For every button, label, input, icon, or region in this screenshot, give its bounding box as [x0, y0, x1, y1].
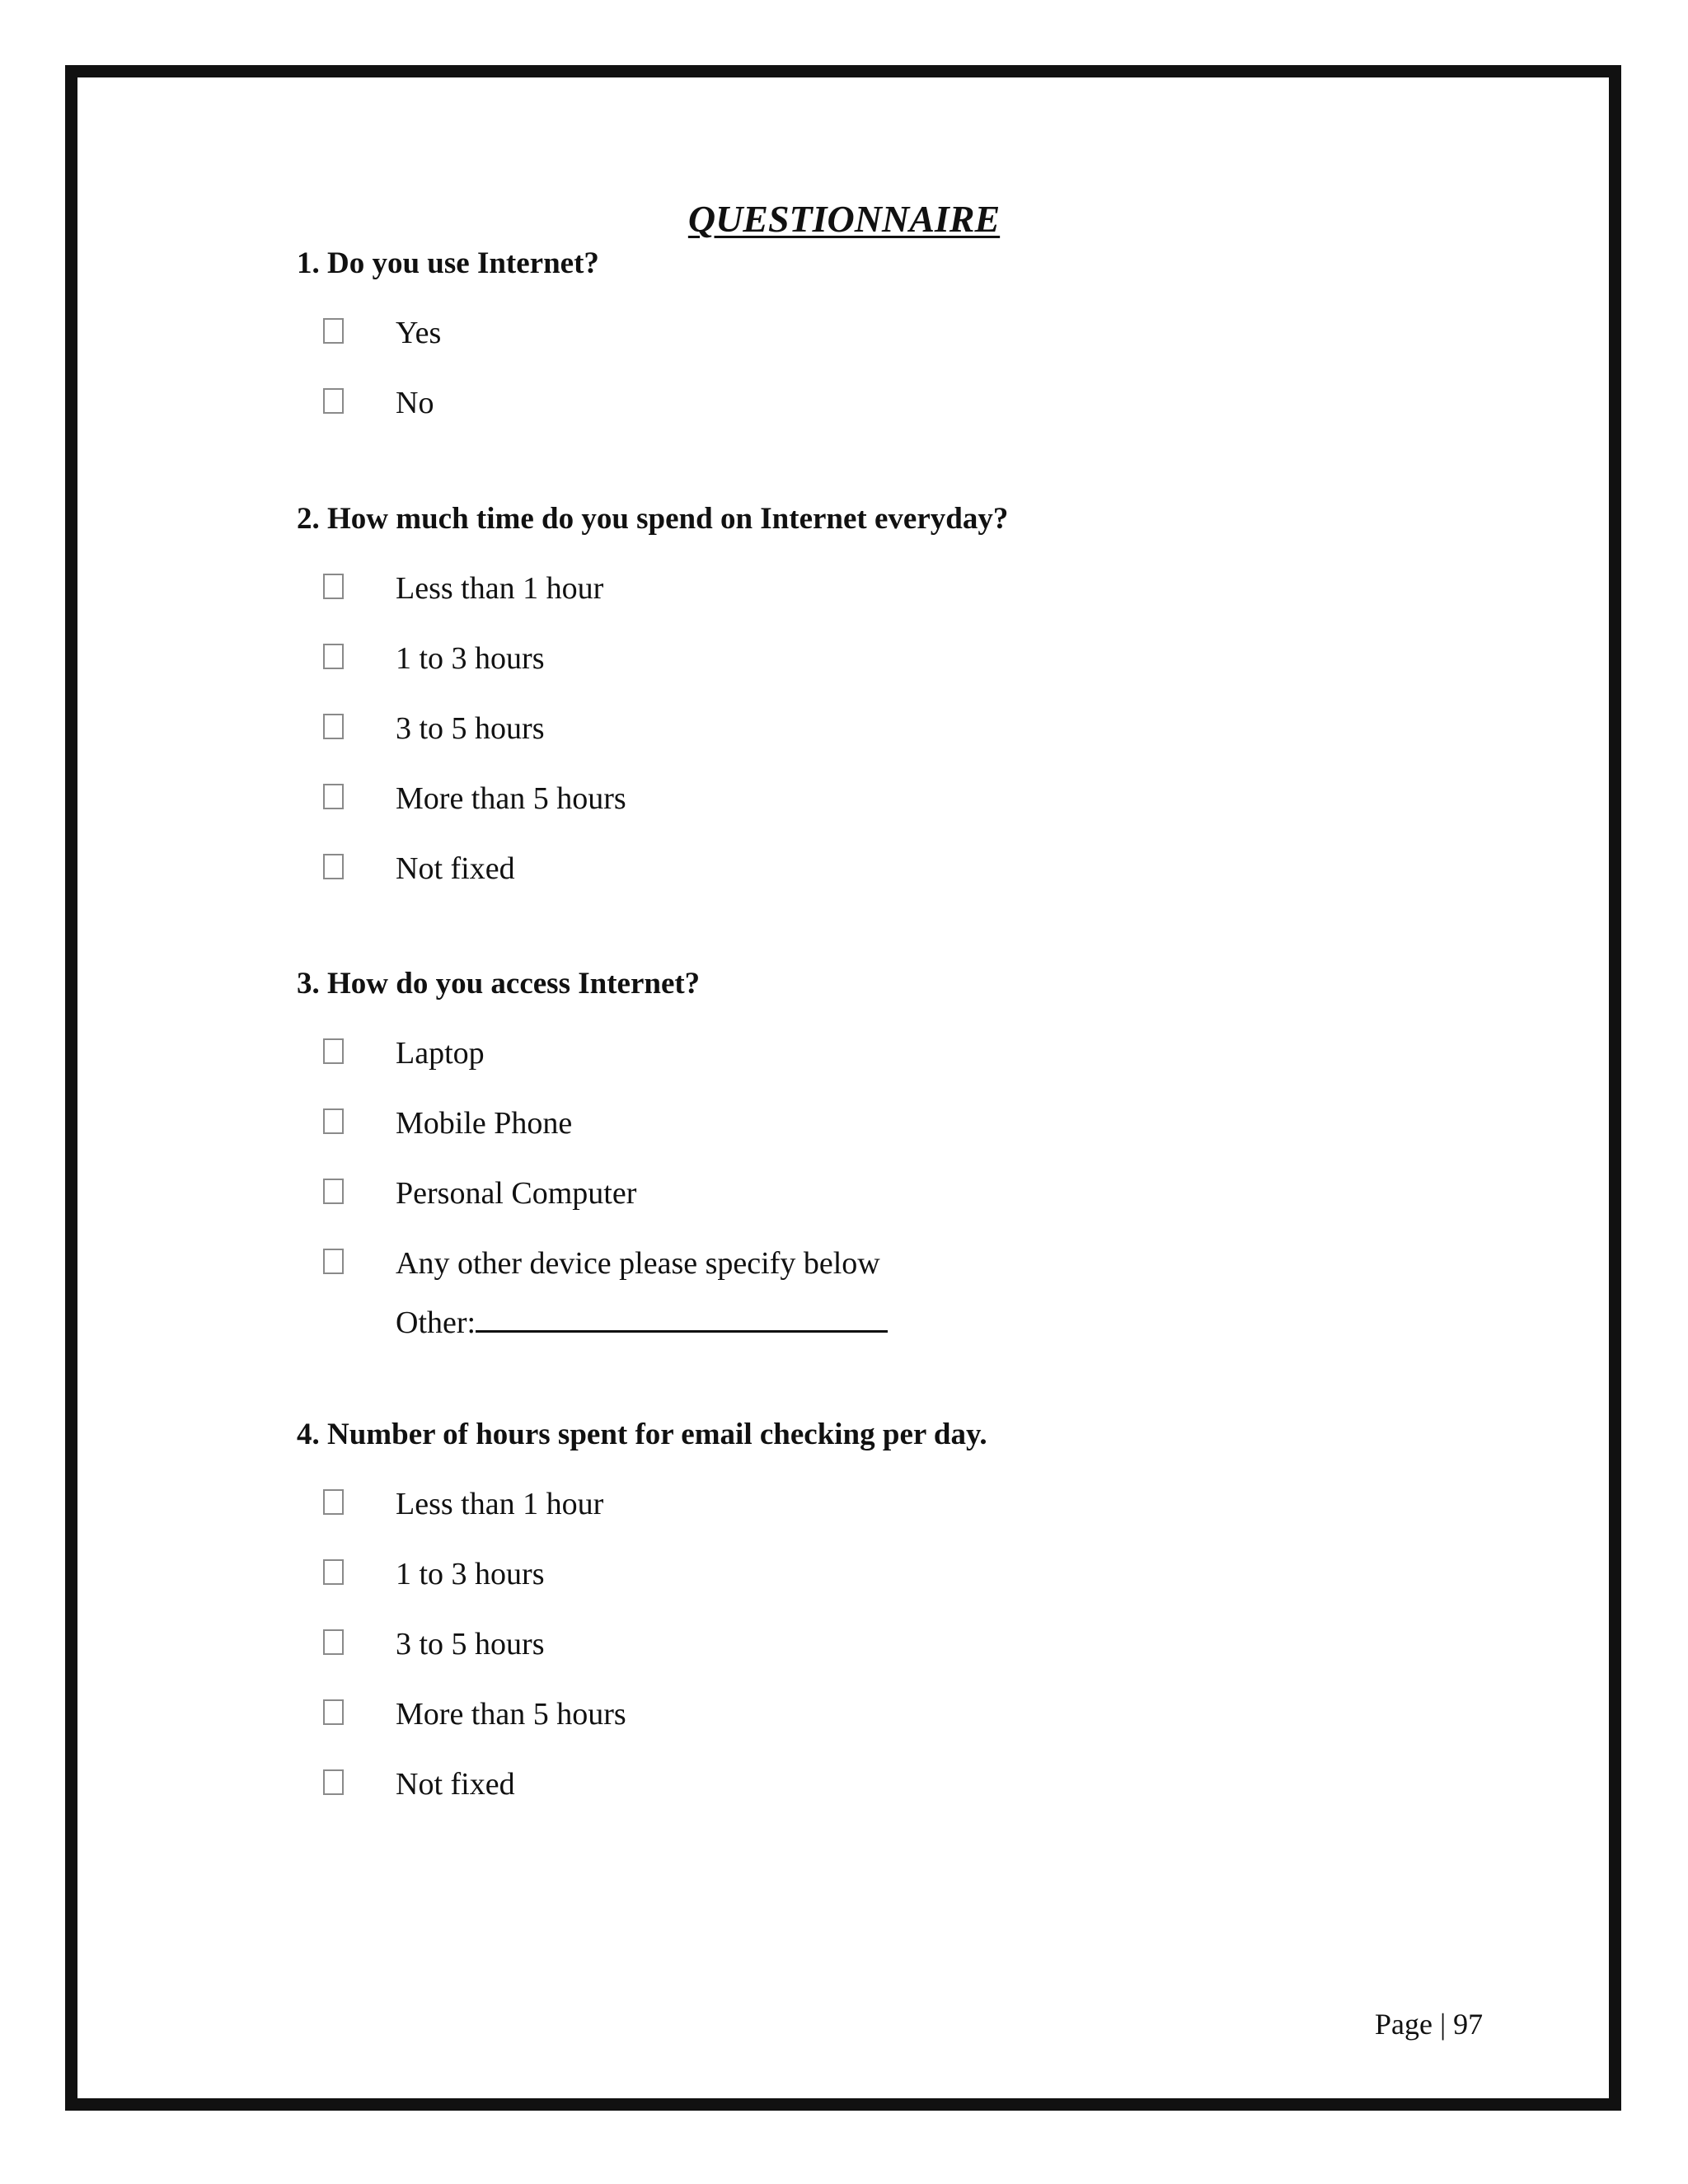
option-q2-not-fixed[interactable] [0, 849, 1154, 890]
checkbox[interactable] [323, 1629, 344, 1655]
option-q4-less-than-1-hour[interactable] [0, 1484, 1154, 1526]
option-q2-3-to-5-hours[interactable] [0, 709, 1154, 750]
checkbox[interactable] [323, 1038, 344, 1064]
option-label: Any other device please specify below [396, 1246, 880, 1281]
page-title: QUESTIONNAIRE [687, 198, 1001, 240]
page-number: Page | 97 [1375, 2008, 1484, 2041]
option-label: Not fixed [396, 1767, 515, 1802]
question-2: 2. How much time do you spend on Internet everyday? [297, 502, 1009, 536]
question-1: 1. Do you use Internet? [297, 246, 599, 280]
option-label: 3 to 5 hours [396, 1627, 545, 1661]
option-label: Not fixed [396, 851, 515, 886]
other-label: Other: [396, 1305, 476, 1340]
checkbox[interactable] [323, 1559, 344, 1585]
checkbox[interactable] [323, 1249, 344, 1274]
option-q4-more-than-5-hours[interactable] [0, 1694, 1154, 1736]
checkbox[interactable] [323, 318, 344, 344]
option-q1-no[interactable] [0, 383, 1154, 424]
checkbox[interactable] [323, 1108, 344, 1134]
checkbox[interactable] [323, 1489, 344, 1515]
question-3: 3. How do you access Internet? [297, 967, 701, 1001]
option-q4-not-fixed[interactable] [0, 1765, 1154, 1806]
option-label: Less than 1 hour [396, 1487, 604, 1521]
checkbox[interactable] [323, 714, 344, 739]
option-label: Less than 1 hour [396, 571, 604, 606]
option-label: More than 5 hours [396, 1697, 626, 1732]
option-q3-mobile-phone[interactable] [0, 1104, 1154, 1145]
other-field[interactable] [396, 1301, 888, 1343]
checkbox[interactable] [323, 1769, 344, 1795]
checkbox[interactable] [323, 854, 344, 879]
option-q3-other-device[interactable] [0, 1244, 1154, 1285]
checkbox[interactable] [323, 574, 344, 599]
option-q2-more-than-5-hours[interactable] [0, 779, 1154, 820]
option-q2-less-than-1-hour[interactable] [0, 569, 1154, 610]
option-label: Personal Computer [396, 1176, 637, 1211]
checkbox[interactable] [323, 1699, 344, 1725]
option-label: Yes [396, 316, 442, 350]
option-label: 1 to 3 hours [396, 641, 545, 676]
question-4: 4. Number of hours spent for email checking per day. [297, 1418, 987, 1451]
other-input-line[interactable] [476, 1301, 888, 1333]
option-q4-1-to-3-hours[interactable] [0, 1554, 1154, 1596]
option-q1-yes[interactable] [0, 313, 1154, 354]
option-label: 1 to 3 hours [396, 1557, 545, 1591]
option-label: Laptop [396, 1036, 485, 1071]
checkbox[interactable] [323, 644, 344, 669]
option-label: More than 5 hours [396, 781, 626, 816]
option-q3-personal-computer[interactable] [0, 1174, 1154, 1215]
checkbox[interactable] [323, 388, 344, 414]
option-q4-3-to-5-hours[interactable] [0, 1624, 1154, 1666]
option-label: No [396, 386, 434, 420]
option-q3-laptop[interactable] [0, 1033, 1154, 1075]
option-label: 3 to 5 hours [396, 711, 545, 746]
checkbox[interactable] [323, 784, 344, 809]
checkbox[interactable] [323, 1179, 344, 1204]
option-label: Mobile Phone [396, 1106, 573, 1141]
option-q2-1-to-3-hours[interactable] [0, 639, 1154, 680]
